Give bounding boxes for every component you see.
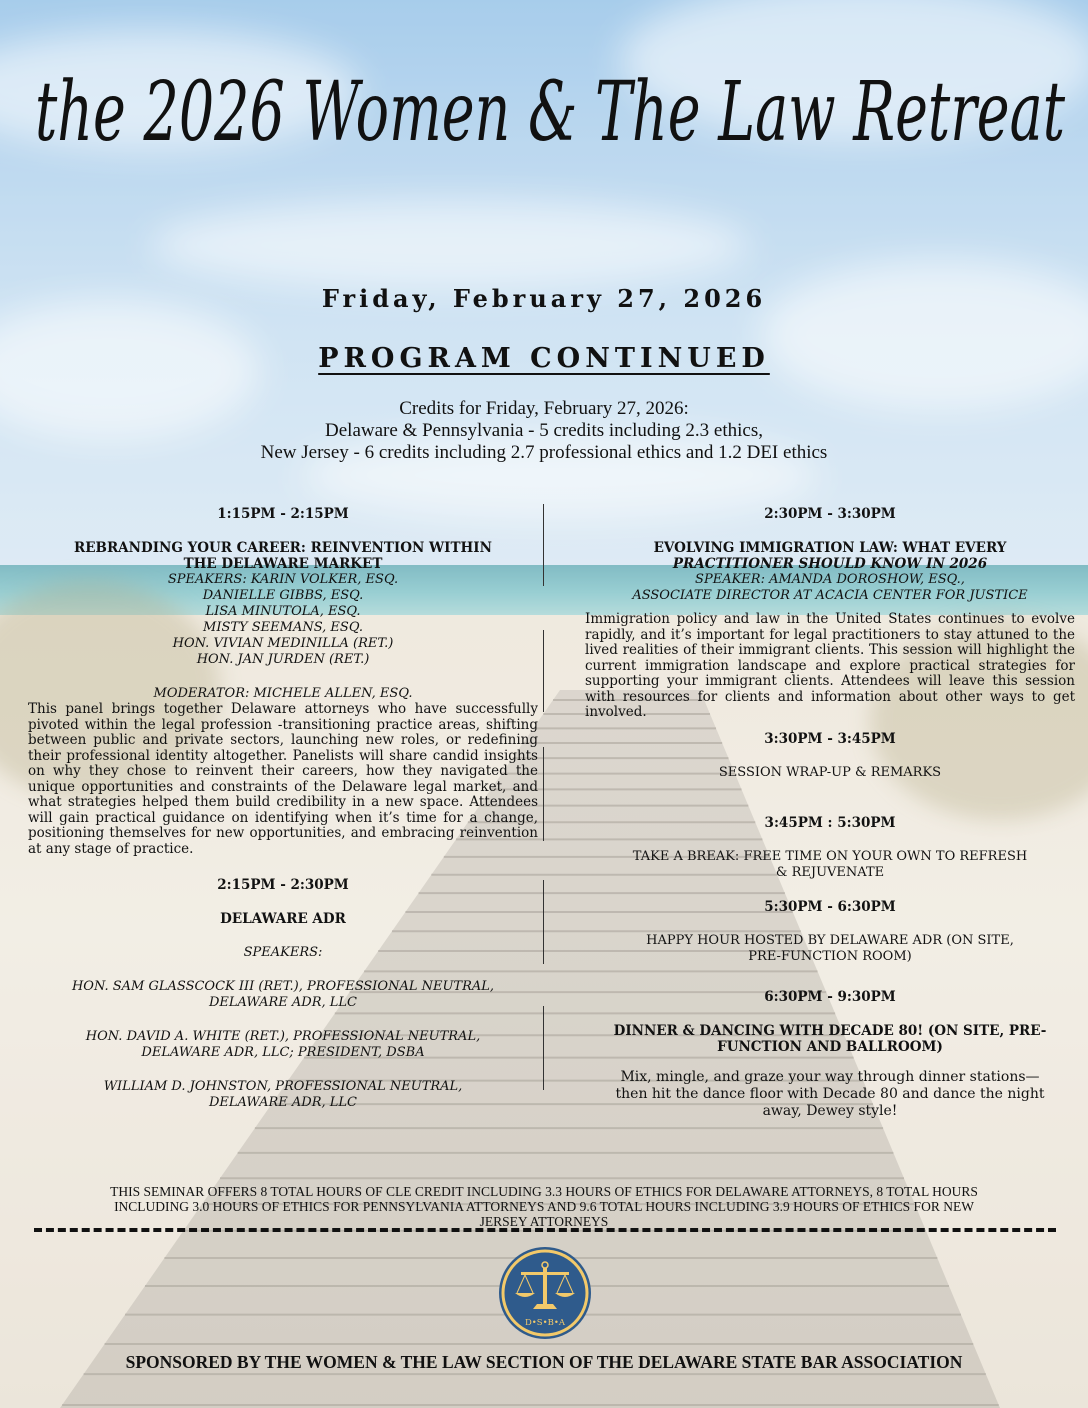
seminar-credit-note <box>30 1184 1058 1229</box>
session-title: SESSION WRAP-UP & REMARKS <box>718 764 942 780</box>
session-title-line: THE DELAWARE MARKET <box>183 556 383 572</box>
speakers-label: SPEAKERS: <box>243 945 323 960</box>
dsba-logo <box>497 1245 593 1341</box>
speaker-line: DELAWARE ADR, LLC <box>209 995 357 1010</box>
session-title <box>28 540 538 572</box>
session-title-line: TAKE A BREAK: FREE TIME ON YOUR OWN TO REFRESH <box>632 848 1028 864</box>
speaker: HON. JAN JURDEN (RET.) <box>196 652 370 667</box>
session-description: Immigration policy and law in the United States continues to evolve rapidly, and it’s important for legal practitioners to stay attuned to the lived realities of their immigrant clients. This session will highlight the current immigration landscape and explore practical strategies for supporting your immigrant clients. Attendees will leave this session with resources for clients and information about other ways to get involved. <box>585 611 1075 720</box>
column-divider <box>543 747 544 841</box>
event-date: Friday, February 27, 2026 <box>321 284 767 313</box>
session-title-line: DINNER & DANCING WITH DECADE 80! (ON SITE, PRE- <box>613 1022 1047 1039</box>
speaker-list <box>28 572 538 668</box>
session-title-line: FUNCTION AND BALLROOM) <box>717 1038 943 1055</box>
note-line: INCLUDING 3.0 HOURS OF ETHICS FOR PENNSYLVANIA ATTORNEYS AND 9.6 TOTAL HOURS INCLUDING 3.9 HOURS OF ETHICS FOR NEW <box>114 1199 974 1214</box>
speaker <box>28 979 538 1011</box>
speaker-line: DELAWARE ADR, LLC <box>209 1095 357 1110</box>
session-title: DELAWARE ADR <box>220 911 346 927</box>
credits-line: Credits for Friday, February 27, 2026: <box>399 398 689 419</box>
credits-line: New Jersey - 6 credits including 2.7 professional ethics and 1.2 DEI ethics <box>260 442 828 463</box>
speaker <box>585 572 1075 604</box>
speaker-line: HON. SAM GLASSCOCK III (RET.), PROFESSIONAL NEUTRAL, <box>71 979 495 994</box>
speaker <box>28 1029 538 1061</box>
credits-summary <box>0 398 1088 464</box>
session-title <box>585 849 1075 881</box>
speaker-line: ASSOCIATE DIRECTOR AT ACACIA CENTER FOR JUSTICE <box>632 588 1028 603</box>
speaker: LISA MINUTOLA, ESQ. <box>205 604 361 619</box>
speaker: MISTY SEEMANS, ESQ. <box>203 620 363 635</box>
session-title: PRACTITIONER SHOULD KNOW IN 2026 <box>672 556 988 572</box>
speaker: DANIELLE GIBBS, ESQ. <box>202 588 364 603</box>
section-title-text: PROGRAM CONTINUED <box>318 343 770 374</box>
session-description: This panel brings together Delaware attorneys who have successfully pivoted within the legal profession -transitioning practice areas, shifting between public and private sectors, launching new roles, or redefining their professional identity altogether. Panelists will share candid insights on why they chose to reinvent their careers, how they navigated the unique opportunities and constraints of the Delaware legal market, and what strategies helped them build credibility in a new space. Attendees will gain practical guidance on identifying when it’s time for a change, positioning themselves for new opportunities, and embracing reinvention at any stage of practice. <box>28 701 538 857</box>
note-line: JERSEY ATTORNEYS <box>479 1214 609 1229</box>
speaker: HON. VIVIAN MEDINILLA (RET.) <box>172 636 394 651</box>
note-line: THIS SEMINAR OFFERS 8 TOTAL HOURS OF CLE CREDIT INCLUDING 3.3 HOURS OF ETHICS FOR DELAWARE ATTORNEYS, 8 TOTAL HOURS <box>110 1184 978 1199</box>
session-title: EVOLVING IMMIGRATION LAW: WHAT EVERY <box>653 540 1007 556</box>
logo-text: D•S•B•A <box>524 1318 566 1328</box>
session-title <box>585 1023 1075 1055</box>
credits-line: Delaware & Pennsylvania - 5 credits including 2.3 ethics, <box>325 420 763 441</box>
column-divider <box>543 630 544 712</box>
session-time: 2:30PM - 3:30PM <box>764 506 896 522</box>
description-line: Mix, mingle, and graze your way through dinner stations— <box>620 1068 1040 1085</box>
session-time: 1:15PM - 2:15PM <box>217 506 349 522</box>
description-line: then hit the dance floor with Decade 80 and dance the night <box>615 1085 1045 1102</box>
speaker: SPEAKERS: KARIN VOLKER, ESQ. <box>167 572 399 587</box>
session-time: 3:45PM : 5:30PM <box>764 814 896 831</box>
column-divider <box>543 1006 544 1090</box>
column-divider <box>543 880 544 964</box>
speaker-line: HON. DAVID A. WHITE (RET.), PROFESSIONAL NEUTRAL, <box>85 1029 481 1044</box>
section-title <box>0 343 1088 374</box>
right-column <box>585 506 1075 1120</box>
session-time: 5:30PM - 6:30PM <box>764 898 896 915</box>
moderator: MODERATOR: MICHELE ALLEN, ESQ. <box>153 686 413 701</box>
session-title <box>585 933 1075 965</box>
speaker-line: SPEAKER: AMANDA DOROSHOW, ESQ., <box>695 572 965 587</box>
session-time: 3:30PM - 3:45PM <box>764 730 896 747</box>
session-title-line: REBRANDING YOUR CAREER: REINVENTION WITHIN <box>74 540 492 556</box>
session-title-line: & REJUVENATE <box>775 864 885 880</box>
session-time: 6:30PM - 9:30PM <box>764 988 896 1005</box>
description-line: away, Dewey style! <box>762 1102 898 1119</box>
speaker-line: DELAWARE ADR, LLC; PRESIDENT, DSBA <box>141 1045 425 1060</box>
sponsor-line: SPONSORED BY THE WOMEN & THE LAW SECTION OF THE DELAWARE STATE BAR ASSOCIATION <box>125 1352 963 1372</box>
session-description <box>585 1069 1075 1120</box>
speaker-line: WILLIAM D. JOHNSTON, PROFESSIONAL NEUTRAL, <box>103 1079 463 1094</box>
speaker <box>28 1079 538 1111</box>
session-title-line: PRE-FUNCTION ROOM) <box>748 948 912 964</box>
dashed-divider <box>34 1228 1056 1232</box>
event-title <box>20 40 1080 180</box>
left-column <box>28 506 538 1111</box>
column-divider <box>543 504 544 586</box>
session-time: 2:15PM - 2:30PM <box>217 877 349 893</box>
event-title-text: the 2026 Women & The Law Retreat <box>35 65 1066 160</box>
session-title-line: HAPPY HOUR HOSTED BY DELAWARE ADR (ON SITE, <box>646 932 1014 948</box>
